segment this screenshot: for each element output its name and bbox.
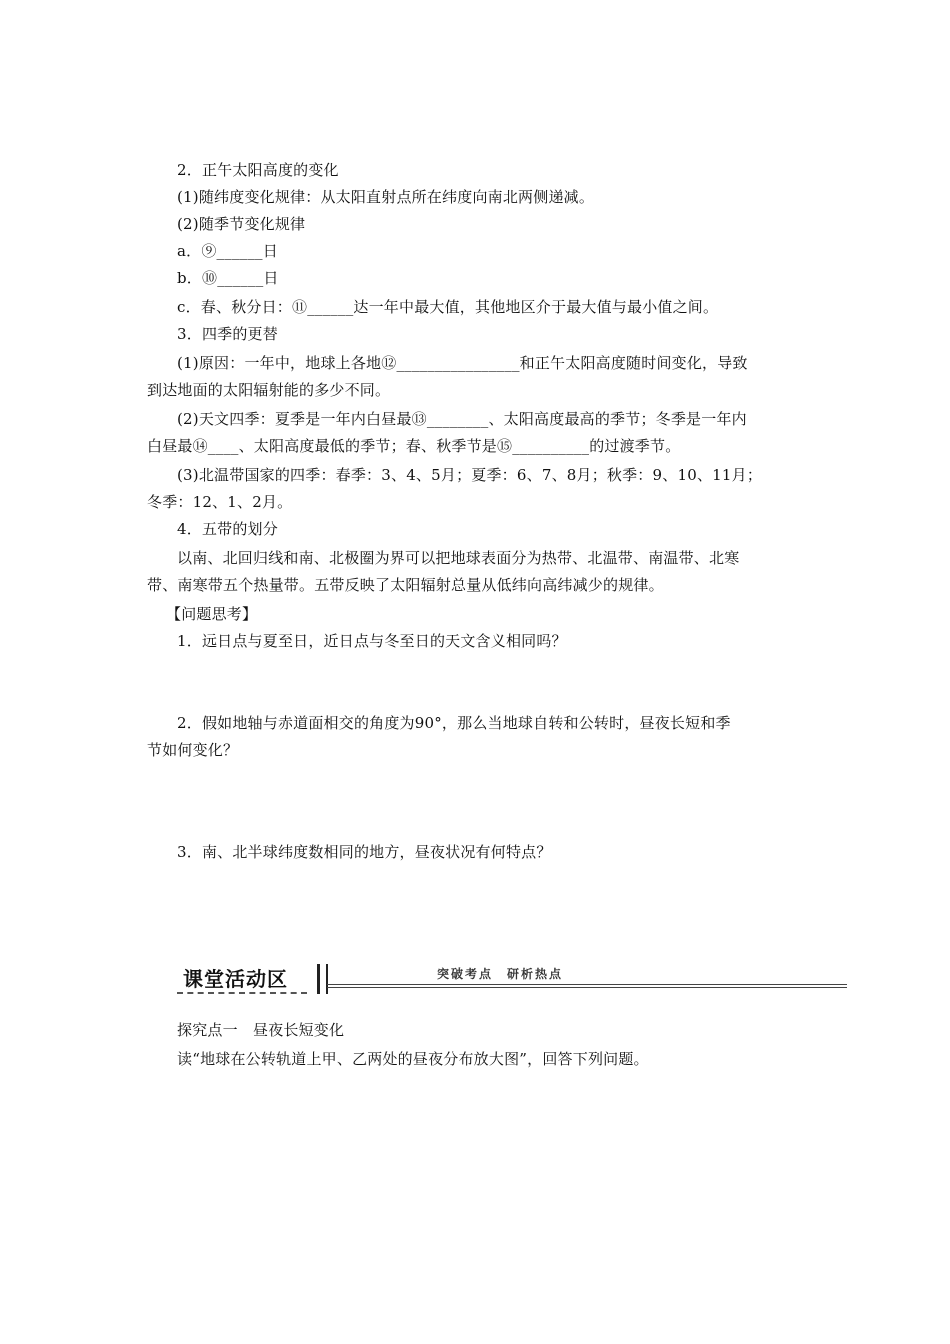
fill-blank-line: 白昼最⑭____、太阳高度最低的季节；春、秋季节是⑮__________的过渡季节。 <box>147 437 681 455</box>
classroom-activity-banner <box>177 962 847 998</box>
text-line: (1)随纬度变化规律：从太阳直射点所在纬度向南北两侧递减。 <box>177 188 595 206</box>
fill-blank-line: b．⑩______日 <box>177 269 279 287</box>
instruction-text: 读“地球在公转轨道上甲、乙两处的昼夜分布放大图”，回答下列问题。 <box>177 1050 649 1068</box>
banner-divider-bars <box>317 964 328 994</box>
question-heading: 【问题思考】 <box>166 605 258 623</box>
section-heading-five-zones: 4．五带的划分 <box>177 520 278 538</box>
section-heading-seasons: 3．四季的更替 <box>177 325 278 343</box>
text-line: 以南、北回归线和南、北极圈为界可以把地球表面分为热带、北温带、南温带、北寒 <box>177 549 740 567</box>
banner-title: 课堂活动区 <box>183 967 288 991</box>
fill-blank-line: a．⑨______日 <box>177 242 278 260</box>
question-2-continued: 节如何变化？ <box>147 741 239 759</box>
fill-blank-line: (1)原因：一年中，地球上各地⑫________________和正午太阳高度随时间变化，导致 <box>177 354 748 372</box>
question-3: 3．南、北半球纬度数相同的地方，昼夜状况有何特点？ <box>177 843 552 861</box>
inquiry-heading: 探究点一 昼夜长短变化 <box>177 1021 345 1039</box>
text-line: (2)随季节变化规律 <box>177 215 306 233</box>
section-heading-noon-sun: 2．正午太阳高度的变化 <box>177 161 339 179</box>
text-line: (3)北温带国家的四季：春季：3、4、5月；夏季：6、7、8月；秋季：9、10、11月； <box>177 466 763 484</box>
banner-dashed-underline <box>177 992 307 996</box>
fill-blank-line: c．春、秋分日：⑪______达一年中最大值，其他地区介于最大值与最小值之间。 <box>177 298 719 316</box>
question-2: 2．假如地轴与赤道面相交的角度为90°，那么当地球自转和公转时，昼夜长短和季 <box>177 714 731 732</box>
text-line: 带、南寒带五个热量带。五带反映了太阳辐射总量从低纬向高纬减少的规律。 <box>147 576 664 594</box>
fill-blank-line: (2)天文四季：夏季是一年内白昼最⑬________、太阳高度最高的季节；冬季是一年内 <box>177 410 747 428</box>
text-line: 到达地面的太阳辐射能的多少不同。 <box>147 381 391 399</box>
question-1: 1．远日点与夏至日，近日点与冬至日的天文含义相同吗？ <box>177 632 567 650</box>
banner-tagline: 突破考点 研析热点 <box>437 967 564 981</box>
banner-rule <box>327 984 847 988</box>
text-line: 冬季：12、1、2月。 <box>147 493 293 511</box>
